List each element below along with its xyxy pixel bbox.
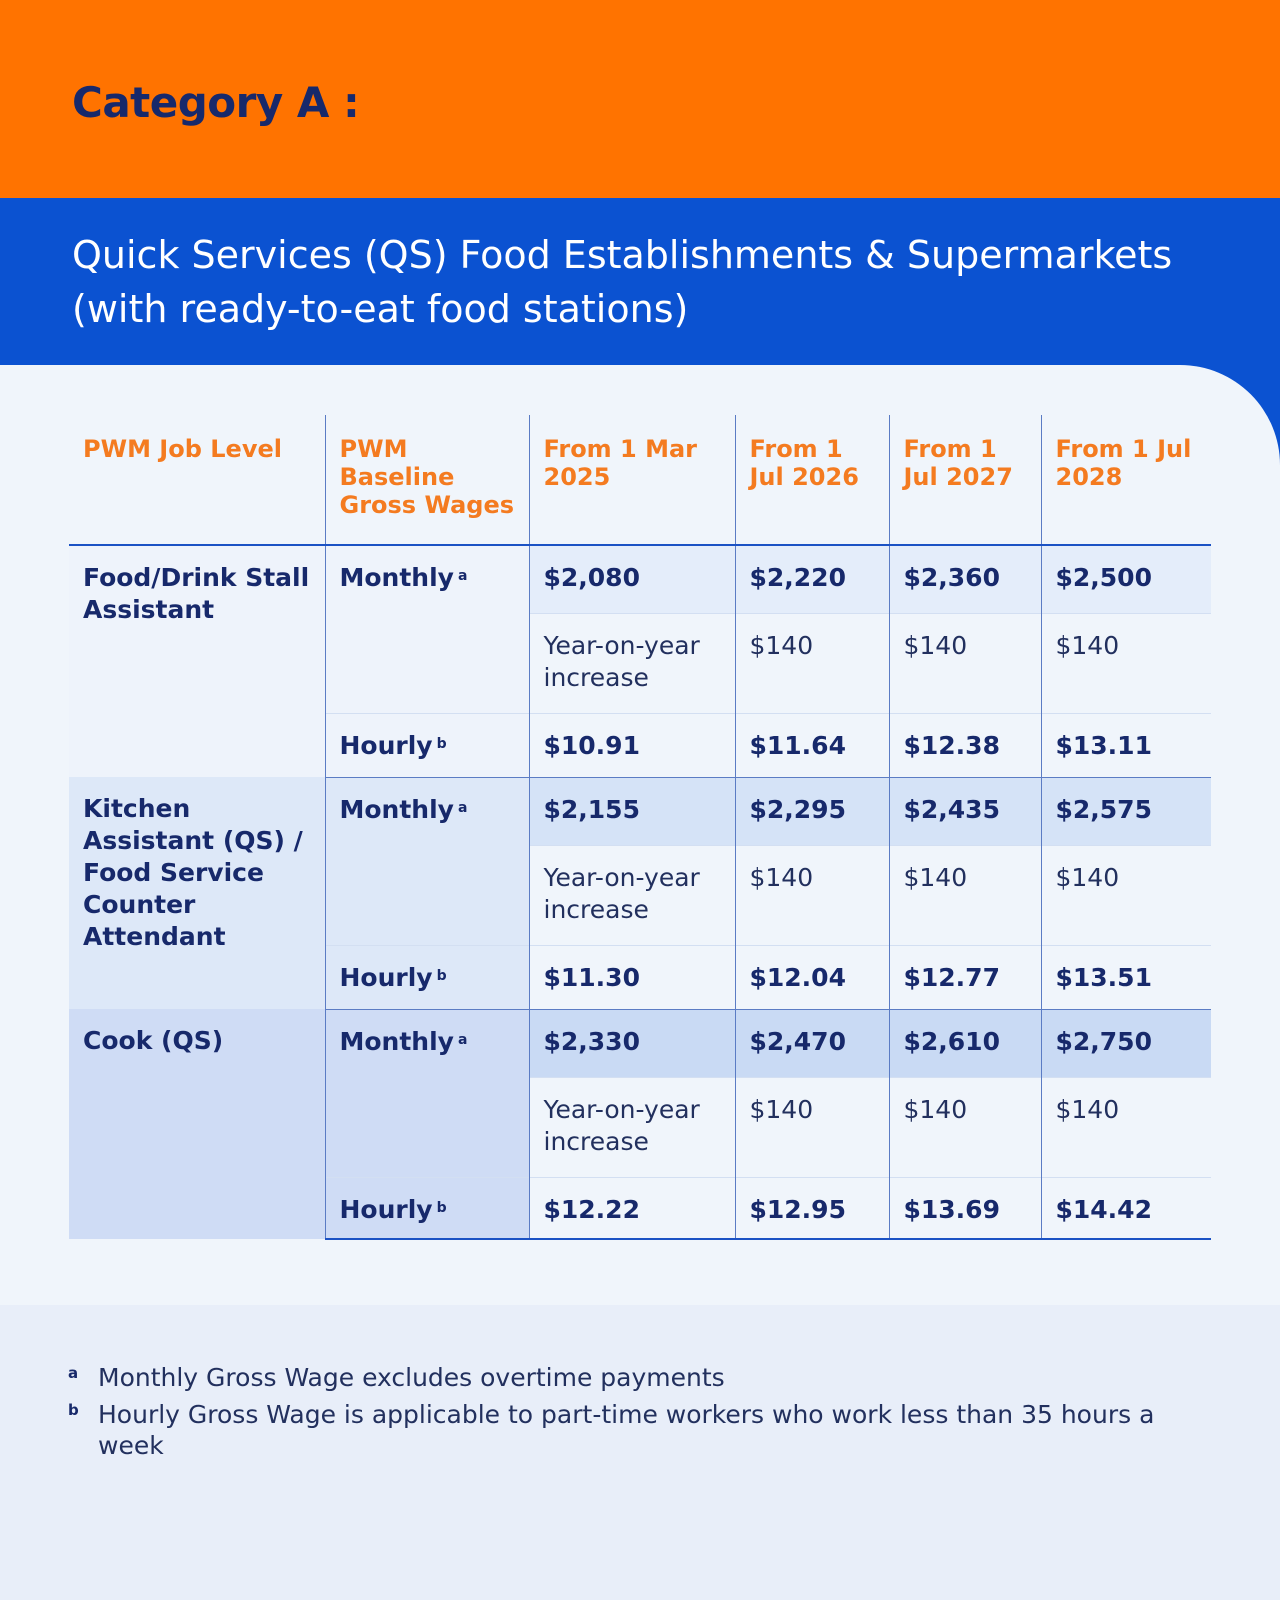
hourly-wage-cell: $12.38 (889, 713, 1041, 777)
monthly-wage-cell: $2,750 (1041, 1009, 1211, 1077)
monthly-wage-cell: $2,155 (529, 777, 735, 845)
monthly-label: Monthly (339, 1026, 454, 1056)
wage-basis-cell (325, 545, 529, 713)
hourly-wage-cell: $13.69 (889, 1177, 1041, 1239)
table-row (69, 545, 1211, 613)
column-header-baseline-wages: PWM Baseline Gross Wages (325, 415, 529, 545)
page-subtitle: Quick Services (QS) Food Establishments & Supermarkets (with ready-to-eat food stations) (72, 233, 1173, 331)
monthly-wage-cell: $2,360 (889, 545, 1041, 613)
footnote-row (68, 1399, 1168, 1461)
hourly-wage-cell: $11.64 (735, 713, 889, 777)
wage-basis-cell (325, 1177, 529, 1239)
hourly-wage-cell: $12.77 (889, 945, 1041, 1009)
increase-cell: $140 (735, 613, 889, 713)
table-header-row (69, 415, 1211, 545)
increase-label-cell: Year-on-year increase (529, 1077, 735, 1177)
hourly-wage-cell: $13.51 (1041, 945, 1211, 1009)
wage-basis-cell (325, 1009, 529, 1177)
wage-table (69, 415, 1211, 1240)
increase-cell: $140 (889, 845, 1041, 945)
monthly-wage-cell: $2,610 (889, 1009, 1041, 1077)
job-level-cell: Cook (QS) (69, 1009, 325, 1239)
monthly-label: Monthly (339, 794, 454, 824)
column-header-jul-2027: From 1 Jul 2027 (889, 415, 1041, 545)
footnote-mark: a (457, 568, 468, 584)
increase-label-cell: Year-on-year increase (529, 845, 735, 945)
hourly-wage-cell: $12.04 (735, 945, 889, 1009)
footnotes (68, 1362, 1168, 1467)
footnote-mark: b (436, 735, 447, 752)
increase-cell: $140 (735, 845, 889, 945)
hourly-wage-cell: $10.91 (529, 713, 735, 777)
hourly-label: Hourly (339, 962, 433, 992)
monthly-wage-cell: $2,330 (529, 1009, 735, 1077)
hourly-wage-cell: $14.42 (1041, 1177, 1211, 1239)
increase-cell: $140 (889, 1077, 1041, 1177)
increase-cell: $140 (1041, 613, 1211, 713)
hourly-wage-cell: $11.30 (529, 945, 735, 1009)
footnote-text: Monthly Gross Wage excludes overtime payments (98, 1363, 725, 1392)
wage-basis-cell (325, 713, 529, 777)
hourly-label: Hourly (339, 1194, 433, 1224)
increase-label-cell: Year-on-year increase (529, 613, 735, 713)
hourly-wage-cell: $12.22 (529, 1177, 735, 1239)
monthly-wage-cell: $2,080 (529, 545, 735, 613)
hourly-wage-cell: $13.11 (1041, 713, 1211, 777)
footnote-row (68, 1362, 1168, 1393)
monthly-wage-cell: $2,220 (735, 545, 889, 613)
monthly-wage-cell: $2,500 (1041, 545, 1211, 613)
job-level-cell: Food/Drink Stall Assistant (69, 545, 325, 777)
footnote-mark: a (457, 799, 468, 816)
increase-cell: $140 (1041, 845, 1211, 945)
footnote-mark: a (68, 1364, 79, 1382)
monthly-wage-cell: $2,470 (735, 1009, 889, 1077)
increase-cell: $140 (889, 613, 1041, 713)
increase-cell: $140 (1041, 1077, 1211, 1177)
wage-basis-cell (325, 945, 529, 1009)
increase-cell: $140 (735, 1077, 889, 1177)
hourly-wage-cell: $12.95 (735, 1177, 889, 1239)
monthly-wage-cell: $2,295 (735, 777, 889, 845)
job-level-cell: Kitchen Assistant (QS) / Food Service Counter Attendant (69, 777, 325, 1009)
monthly-wage-cell: $2,435 (889, 777, 1041, 845)
column-header-jul-2028: From 1 Jul 2028 (1041, 415, 1211, 545)
footnote-mark: a (457, 1031, 468, 1048)
column-header-mar-2025: From 1 Mar 2025 (529, 415, 735, 545)
footnote-mark: b (436, 1199, 447, 1216)
footnote-text: Hourly Gross Wage is applicable to part-time workers who work less than 35 hours a week (98, 1400, 1155, 1460)
footnote-mark: b (436, 967, 447, 984)
hourly-label: Hourly (339, 730, 433, 760)
column-header-jul-2026: From 1 Jul 2026 (735, 415, 889, 545)
footnote-mark: b (68, 1401, 79, 1419)
monthly-wage-cell: $2,575 (1041, 777, 1211, 845)
wage-basis-cell (325, 777, 529, 945)
table-row (69, 777, 1211, 845)
category-title: Category A : (72, 78, 360, 127)
monthly-label: Monthly (339, 563, 454, 592)
column-header-job-level: PWM Job Level (69, 415, 325, 545)
table-row (69, 1009, 1211, 1077)
